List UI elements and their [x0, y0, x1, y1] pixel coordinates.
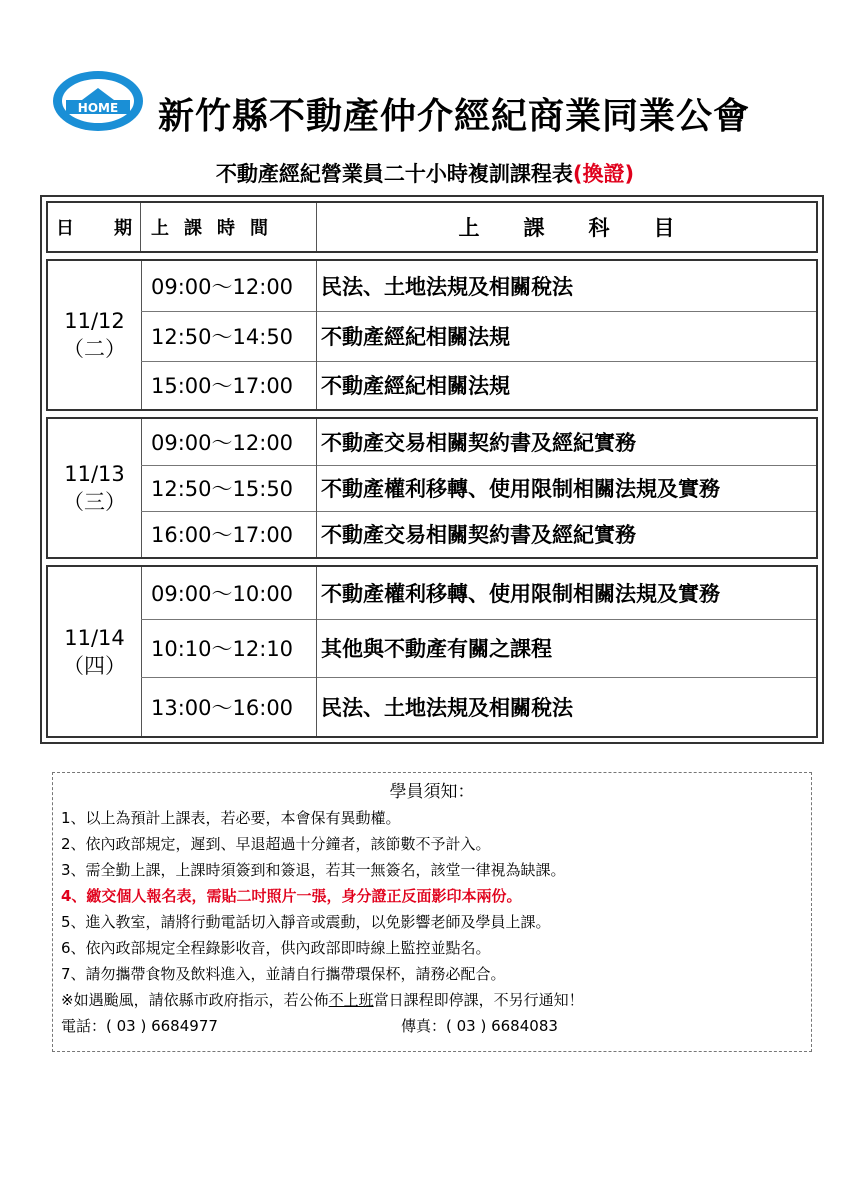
course-title-suffix: (換證)	[572, 162, 635, 186]
table-row	[141, 419, 816, 466]
header-subject: 上課科目	[458, 216, 719, 240]
typhoon-text-b: 當日課程即停課，不另行通知！	[373, 991, 584, 1009]
contact-info	[61, 1013, 803, 1039]
subject-cell: 不動產交易相關契約書及經紀實務	[321, 431, 636, 455]
time-cell: 09:00～12:00	[141, 261, 317, 311]
table-row	[141, 677, 816, 736]
table-row	[141, 465, 816, 512]
notice-item: 2、依內政部規定，遲到、早退超過十分鐘者，該節數不予計入。	[61, 835, 491, 853]
time-cell: 16:00～17:00	[141, 511, 317, 557]
svg-text:HOME: HOME	[77, 101, 119, 115]
time-cell: 12:50～14:50	[141, 311, 317, 361]
weekday-text: （三）	[63, 490, 126, 514]
course-title-main: 不動產經紀營業員二十小時複訓課程表	[215, 162, 573, 186]
day-date	[48, 567, 142, 736]
notice-title: 學員須知：	[389, 782, 475, 802]
notice-item: 7、請勿攜帶食物及飲料進入，並請自行攜帶環保杯，請務必配合。	[61, 965, 506, 983]
typhoon-text-a: ※如遇颱風，請依縣市政府指示，若公佈	[61, 991, 329, 1009]
table-row	[141, 311, 816, 362]
notice-item: 1、以上為預計上課表，若必要，本會保有異動權。	[61, 809, 401, 827]
date-text: 11/13	[64, 462, 125, 486]
subject-cell: 不動產經紀相關法規	[321, 325, 510, 349]
header-time: 上課時間	[141, 203, 317, 251]
table-row	[141, 361, 816, 409]
student-notice	[52, 772, 812, 1052]
table-header-row	[46, 201, 818, 253]
typhoon-notice	[61, 987, 803, 1013]
header-date	[48, 203, 141, 251]
subject-cell: 不動產交易相關契約書及經紀實務	[321, 523, 636, 547]
notice-item: 3、需全勤上課，上課時須簽到和簽退，若其一無簽名，該堂一律視為缺課。	[61, 861, 566, 879]
phone-number: 電話：( 03 ) 6684977	[61, 1017, 218, 1035]
time-cell: 13:00～16:00	[141, 677, 317, 736]
subject-cell: 不動產權利移轉、使用限制相關法規及實務	[321, 477, 720, 501]
subject-cell: 不動產經紀相關法規	[321, 374, 510, 398]
day-date	[48, 261, 142, 409]
notice-item: 6、依內政部規定全程錄影收音，供內政部即時線上監控並點名。	[61, 939, 491, 957]
course-title	[0, 158, 850, 188]
notice-item: 5、進入教室，請將行動電話切入靜音或震動，以免影響老師及學員上課。	[61, 913, 551, 931]
fax-number: 傳真：( 03 ) 6684083	[401, 1017, 558, 1035]
schedule-table	[40, 195, 824, 744]
association-logo	[52, 70, 144, 132]
typhoon-text-underlined: 不上班	[328, 991, 374, 1009]
time-cell: 12:50～15:50	[141, 465, 317, 511]
notice-item-highlight: 4、繳交個人報名表，需貼二吋照片一張，身分證正反面影印本兩份。	[61, 887, 522, 905]
table-row	[141, 261, 816, 312]
table-row	[141, 567, 816, 620]
subject-cell: 民法、土地法規及相關稅法	[321, 275, 573, 299]
subject-cell: 其他與不動產有關之課程	[321, 637, 552, 661]
header-date-char-1: 日	[56, 218, 74, 239]
weekday-text: （二）	[63, 337, 126, 361]
organization-title: 新竹縣不動產仲介經紀商業同業公會	[158, 96, 751, 137]
date-text: 11/12	[64, 309, 125, 333]
header-date-char-2: 期	[114, 218, 132, 239]
day-group	[46, 565, 818, 738]
subject-cell: 不動產權利移轉、使用限制相關法規及實務	[321, 582, 720, 606]
subject-cell: 民法、土地法規及相關稅法	[321, 695, 573, 720]
time-cell: 09:00～12:00	[141, 419, 317, 465]
table-row	[141, 511, 816, 557]
date-text: 11/14	[64, 625, 125, 650]
table-row	[141, 619, 816, 678]
day-group	[46, 417, 818, 559]
weekday-text: （四）	[63, 653, 126, 678]
day-date	[48, 419, 142, 557]
time-cell: 15:00～17:00	[141, 361, 317, 409]
time-cell: 09:00～10:00	[141, 567, 317, 619]
time-cell: 10:10～12:10	[141, 619, 317, 677]
day-group	[46, 259, 818, 411]
